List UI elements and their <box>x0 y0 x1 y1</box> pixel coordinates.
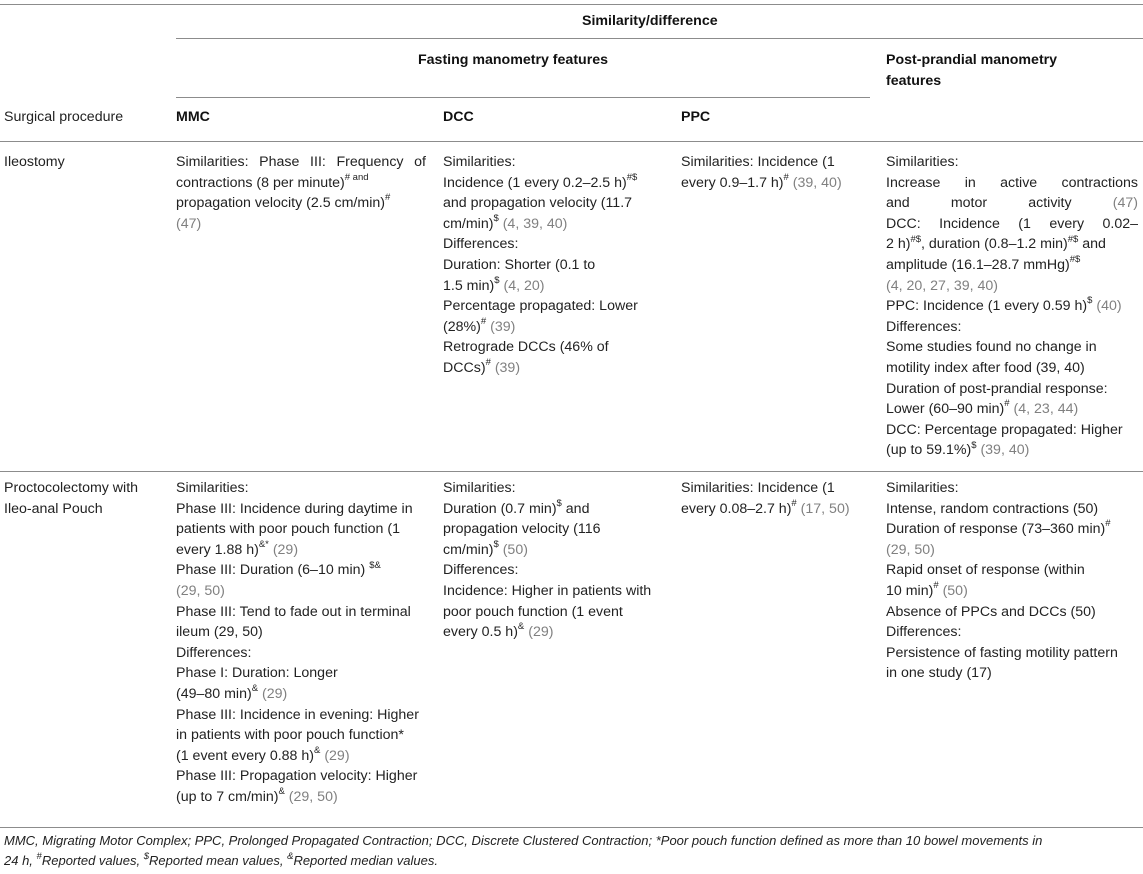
reference[interactable]: (29) <box>272 541 299 558</box>
text-line: motility index after food (39, 40) <box>886 359 1085 376</box>
text-line: Differences: <box>443 562 519 579</box>
text-line: cm/min) <box>443 215 494 232</box>
text-line: 2 h) <box>886 236 911 253</box>
text-line: Phase III: Incidence during daytime in <box>176 500 413 517</box>
text-line: Differences: <box>886 318 962 335</box>
row-ileostomy-procedure <box>4 152 65 173</box>
text-line <box>176 684 431 705</box>
text-line: Similarities: <box>443 154 516 170</box>
text-line: ileum (29, 50) <box>176 624 263 641</box>
superscript-marker: $& <box>369 559 381 571</box>
superscript-marker: #$ <box>910 233 922 245</box>
text-line: (1 event every 0.88 h) <box>176 747 315 764</box>
superscript-marker: # <box>384 192 391 204</box>
footnote-line-1: MMC, Migrating Motor Complex; PPC, Prolonged Propagated Contraction; DCC, Discrete Clustered Contraction; *Poor pouch function defined as more than 10 bowel movements in <box>4 833 1043 848</box>
superscript-marker: $ <box>494 274 500 286</box>
postprandial-line-1: Post-prandial manometry <box>886 52 1058 68</box>
reference[interactable]: (29) <box>262 685 288 702</box>
reference[interactable]: (39) <box>494 359 521 376</box>
text-line: Similarities: <box>176 480 249 496</box>
superscript-marker: & <box>287 850 294 862</box>
superscript-marker: # <box>36 850 42 862</box>
reference[interactable]: (50) <box>502 541 528 558</box>
text-line: Similarities: <box>886 480 959 496</box>
header-mmc: MMC <box>176 109 210 125</box>
row-proctocolectomy-dcc <box>443 478 668 643</box>
text-line: (28%) <box>443 318 481 335</box>
text-line: Similarities: Incidence (1 <box>681 154 835 170</box>
text-line: Phase III: Incidence in evening: Higher <box>176 706 419 723</box>
row-proctocolectomy-mmc <box>176 478 431 808</box>
text-line: (49–80 min) <box>176 685 252 702</box>
superscript-marker: &* <box>258 539 269 551</box>
text-line: every 0.9–1.7 h) <box>681 174 784 191</box>
text-line <box>886 581 1138 602</box>
text-line <box>443 214 668 235</box>
text-line <box>681 499 871 520</box>
row-proctocolectomy-procedure <box>4 478 138 519</box>
superscript-marker: # <box>1105 518 1111 530</box>
header-surgical-procedure: Surgical procedure <box>4 109 124 125</box>
text-line: DCC: Incidence (1 every 0.02– <box>886 215 1138 232</box>
text-line <box>886 193 1138 214</box>
text-line: propagation velocity (2.5 cm/min) <box>176 195 385 212</box>
text-line: Reported values, <box>41 853 141 868</box>
text-line: propagation velocity (116 <box>443 521 601 538</box>
text-line: Phase I: Duration: Longer <box>176 665 338 682</box>
header-dcc: DCC <box>443 109 474 125</box>
table-bottom-rule <box>0 827 1143 828</box>
text-line: Some studies found no change in <box>886 339 1097 356</box>
similarity-rule <box>176 38 1143 39</box>
text-line <box>443 540 668 561</box>
text-line <box>681 173 871 194</box>
reference[interactable]: (47) <box>176 215 202 232</box>
text-line: Incidence (1 every 0.2–2.5 h) <box>443 174 627 191</box>
footnote-line-2 <box>4 851 1140 871</box>
header-ppc: PPC <box>681 109 711 125</box>
text-line: Proctocolectomy with <box>4 480 139 496</box>
text-line: Phase III: Tend to fade out in terminal <box>176 603 411 620</box>
superscript-marker: # <box>783 171 789 183</box>
superscript-marker: # <box>791 497 797 509</box>
text-line: in one study (17) <box>886 665 992 682</box>
text-line: and propagation velocity (11.7 <box>443 195 633 212</box>
reference[interactable]: (50) <box>942 582 968 599</box>
text-line: Similarities: Incidence (1 <box>681 480 835 496</box>
text-line: and <box>565 500 590 517</box>
text-line: Rapid onset of response (within <box>886 562 1085 579</box>
text-line <box>886 296 1138 317</box>
superscript-marker: #$ <box>626 171 638 183</box>
text-line: and motor activity <box>886 195 1072 212</box>
text-line: Duration of response (73–360 min) <box>886 521 1106 538</box>
text-line <box>443 499 668 520</box>
text-line <box>176 193 426 214</box>
superscript-marker: $ <box>1087 295 1093 307</box>
fasting-rule <box>176 97 870 98</box>
text-line: Differences: <box>176 644 252 661</box>
reference[interactable]: (29, 50) <box>288 788 338 805</box>
text-line: cm/min) <box>443 541 494 558</box>
reference[interactable]: (39, 40) <box>792 174 842 191</box>
superscript-marker: & <box>517 621 525 633</box>
reference[interactable]: (47) <box>1112 195 1138 212</box>
row-ileostomy-mmc <box>176 152 426 234</box>
text-line: every 0.08–2.7 h) <box>681 500 792 517</box>
superscript-marker: $ <box>556 497 562 509</box>
text-line <box>886 255 1138 276</box>
text-line: 1.5 min) <box>443 277 495 294</box>
text-line: Reported mean values, <box>149 853 284 868</box>
superscript-marker: # <box>933 580 939 592</box>
superscript-marker: & <box>251 683 259 695</box>
text-line: Intense, random contractions (50) <box>886 500 1099 517</box>
text-line <box>443 358 668 379</box>
text-line: (up to 7 cm/min) <box>176 788 279 805</box>
text-line <box>176 173 426 194</box>
text-line <box>886 519 1138 540</box>
text-line: Duration: Shorter (0.1 to <box>443 256 596 273</box>
reference[interactable]: (4, 39, 40) <box>502 215 568 232</box>
text-line: contractions (8 per minute) <box>176 174 345 191</box>
superscript-marker: $ <box>143 850 150 862</box>
reference[interactable]: (29) <box>528 624 554 641</box>
text-line: Increase in active contractions <box>886 174 1138 191</box>
text-line: PPC: Incidence (1 every 0.59 h) <box>886 298 1088 315</box>
text-line: Differences: <box>886 624 962 641</box>
superscript-marker: & <box>278 786 285 798</box>
header-similarity-difference: Similarity/difference <box>582 13 718 29</box>
text-line: and <box>1082 236 1106 253</box>
superscript-marker: & <box>314 744 321 756</box>
row-proctocolectomy-postprandial <box>886 478 1138 684</box>
text-line <box>886 440 1138 461</box>
text-line: (up to 59.1%) <box>886 442 972 459</box>
text-line <box>176 540 431 561</box>
text-line: Similarities: <box>443 480 516 496</box>
text-line: Retrograde DCCs (46% of <box>443 339 609 356</box>
reference[interactable]: (39) <box>490 318 516 335</box>
superscript-marker: # <box>485 357 491 369</box>
text-line <box>176 746 431 767</box>
text-line: Similarities: Phase III: Frequency of <box>176 154 426 170</box>
reference[interactable]: (40) <box>1096 298 1122 315</box>
text-line <box>443 173 668 194</box>
text-line: Incidence: Higher in patients with <box>443 582 652 599</box>
reference[interactable]: (17, 50) <box>800 500 850 517</box>
reference[interactable]: (29, 50) <box>176 582 225 599</box>
text-line <box>443 276 668 297</box>
text-line: Percentage propagated: Lower <box>443 298 638 315</box>
text-line: Lower (60–90 min) <box>886 401 1005 418</box>
reference[interactable]: (39, 40) <box>980 442 1030 459</box>
row-divider <box>0 471 1143 472</box>
top-rule <box>0 4 1143 5</box>
postprandial-line-2: features <box>886 72 942 89</box>
text-line <box>176 787 431 808</box>
text-line <box>886 234 1138 255</box>
reference[interactable]: (29) <box>324 747 350 764</box>
superscript-marker: # and <box>344 171 369 183</box>
row-ileostomy-postprandial <box>886 152 1138 461</box>
reference[interactable]: (4, 20) <box>503 277 545 294</box>
row-ileostomy-dcc <box>443 152 668 379</box>
superscript-marker: #$ <box>1067 233 1079 245</box>
text-line: every 0.5 h) <box>443 624 518 641</box>
superscript-marker: #$ <box>1069 254 1081 266</box>
header-fasting-features: Fasting manometry features <box>418 52 609 68</box>
text-line <box>886 399 1138 420</box>
text-line: every 1.88 h) <box>176 541 259 558</box>
text-line: Persistence of fasting motility pattern <box>886 644 1118 661</box>
text-line: DCC: Percentage propagated: Higher <box>886 421 1123 438</box>
text-line: 24 h, <box>4 853 33 868</box>
text-line: amplitude (16.1–28.7 mmHg) <box>886 256 1070 273</box>
text-line: Phase III: Duration (6–10 min) <box>176 562 366 579</box>
text-line: Reported median values. <box>293 853 438 868</box>
text-line <box>443 622 668 643</box>
row-proctocolectomy-ppc <box>681 478 871 519</box>
superscript-marker: $ <box>493 213 499 225</box>
superscript-marker: $ <box>493 539 499 551</box>
table-footnote <box>4 831 1140 871</box>
superscript-marker: # <box>1004 398 1010 410</box>
text-line: 10 min) <box>886 582 934 599</box>
superscript-marker: # <box>480 316 487 328</box>
text-line <box>443 317 668 338</box>
text-line: DCCs) <box>443 359 486 376</box>
text-line: Ileo-anal Pouch <box>4 500 103 517</box>
text-line: Phase III: Propagation velocity: Higher <box>176 768 418 785</box>
text-line: Absence of PPCs and DCCs (50) <box>886 603 1096 620</box>
text-line: Similarities: <box>886 154 959 170</box>
row-ileostomy-ppc <box>681 152 871 193</box>
procedure-name: Ileostomy <box>4 154 65 170</box>
text-line: Duration (0.7 min) <box>443 500 557 517</box>
text-line: Differences: <box>443 236 519 253</box>
superscript-marker: $ <box>971 439 977 451</box>
reference[interactable]: (29, 50) <box>886 541 935 558</box>
text-line: Duration of post-prandial response: <box>886 380 1108 397</box>
text-line: patients with poor pouch function (1 <box>176 521 400 538</box>
reference[interactable]: (4, 20, 27, 39, 40) <box>886 277 998 294</box>
header-postprandial-features <box>886 50 1057 91</box>
header-bottom-rule <box>0 141 1143 142</box>
text-line: poor pouch function (1 event <box>443 603 623 620</box>
text-line: , duration (0.8–1.2 min) <box>921 236 1068 253</box>
text-line <box>176 560 431 581</box>
text-line: in patients with poor pouch function* <box>176 727 404 744</box>
reference[interactable]: (4, 23, 44) <box>1013 401 1079 418</box>
